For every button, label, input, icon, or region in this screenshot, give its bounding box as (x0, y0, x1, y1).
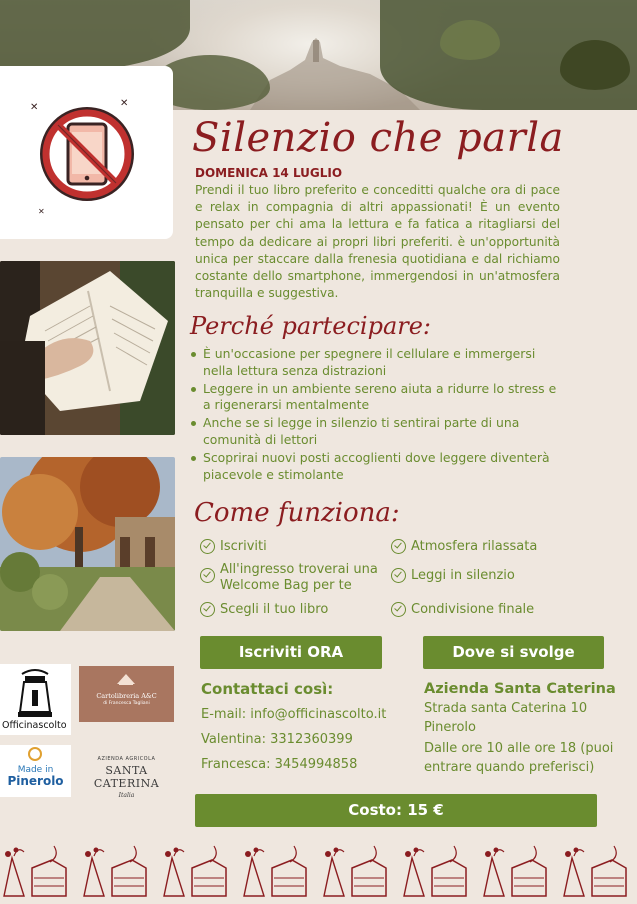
santa-caterina-logo: AZIENDA AGRICOLA SANTA CATERINA Italia (93, 756, 160, 799)
feature-item: Leggi in silenzio (391, 568, 515, 584)
check-circle-icon (391, 602, 406, 617)
contact-valentina[interactable]: Valentina: 3312360399 (201, 732, 353, 747)
signup-button[interactable]: Iscriviti ORA (200, 636, 382, 669)
book-flower-illustration (164, 846, 226, 896)
book-flower-illustration (244, 846, 306, 896)
no-smartphone-icon (0, 66, 173, 239)
book-flower-illustration (84, 846, 146, 896)
why-list (189, 346, 564, 484)
check-circle-icon (200, 539, 215, 554)
book-flower-illustration (484, 846, 546, 896)
svg-text:✕: ✕ (30, 102, 39, 113)
list-item: Anche se si legge in silenzio ti sentirai parte di una comunità di lettori (189, 415, 564, 449)
check-circle-icon (391, 539, 406, 554)
event-date: DOMENICA 14 LUGLIO (195, 166, 343, 180)
cost-banner: Costo: 15 € (195, 794, 597, 827)
event-title: Silenzio che parla (192, 115, 564, 161)
location-address: Strada santa Caterina 10 (424, 701, 588, 716)
location-hours: Dalle ore 10 alle ore 18 (puoi entrare quando preferisci) (424, 741, 614, 775)
reading-book-photo (0, 261, 175, 435)
intro-paragraph: Prendi il tuo libro preferito e conceditti qualche ora di pace e relax in compagnia di altri appassionati! È un evento pensato per chi ama la lettura e fa fatica a ritagliarsi del tempo da dedicare ai propri libri preferiti. è un'opportunità unica per staccare dalla frenesia quotidiana e dal richiamo costante dello smartphone, immergendosi in un'atmosfera tranquilla e suggestiva. (195, 183, 560, 301)
list-item: Leggere in un ambiente sereno aiuta a ridurre lo stress e a rigenerarsi mentalmente (189, 381, 564, 415)
book-flower-illustration (324, 846, 386, 896)
check-circle-icon (200, 568, 215, 583)
no-phone-card (0, 66, 173, 239)
footer-book-illustrations (0, 838, 637, 900)
lantern-icon (0, 664, 71, 720)
how-heading: Come funziona: (194, 498, 400, 528)
contact-heading: Contattaci così: (201, 680, 334, 698)
check-circle-icon (391, 568, 406, 583)
contact-email[interactable]: E-mail: info@officinascolto.it (201, 707, 387, 722)
cartolibreria-logo: Cartolibreria A&C di Francesca Tagliani (79, 666, 174, 722)
svg-text:✕: ✕ (120, 98, 129, 109)
made-in-pinerolo-logo: Made in Pinerolo (0, 745, 71, 797)
location-city: Pinerolo (424, 720, 476, 735)
why-heading: Perché partecipare: (190, 312, 432, 340)
check-circle-icon (200, 602, 215, 617)
feature-item: All'ingresso troverai una Welcome Bag per te (200, 562, 380, 594)
location-name: Azienda Santa Caterina (424, 681, 616, 697)
location-button[interactable]: Dove si svolge (423, 636, 604, 669)
book-flower-illustration (4, 846, 66, 896)
feature-item: Scegli il tuo libro (200, 602, 328, 618)
feature-item: Condivisione finale (391, 602, 534, 618)
autumn-garden-photo (0, 457, 175, 631)
contact-francesca[interactable]: Francesca: 3454994858 (201, 757, 358, 772)
svg-text:✕: ✕ (38, 207, 45, 216)
officinascolto-logo: Officinascolto (0, 664, 71, 735)
book-flower-illustration (564, 846, 626, 896)
location-block (424, 680, 624, 777)
list-item: È un'occasione per spegnere il cellulare e immergersi nella lettura senza distrazioni (189, 346, 564, 380)
feature-item: Atmosfera rilassata (391, 539, 537, 555)
list-item: Scoprirai nuovi posti accoglienti dove leggere diventerà piacevole e stimolante (189, 450, 564, 484)
feature-item: Iscriviti (200, 539, 267, 555)
contact-block (201, 680, 411, 774)
book-flower-illustration (404, 846, 466, 896)
